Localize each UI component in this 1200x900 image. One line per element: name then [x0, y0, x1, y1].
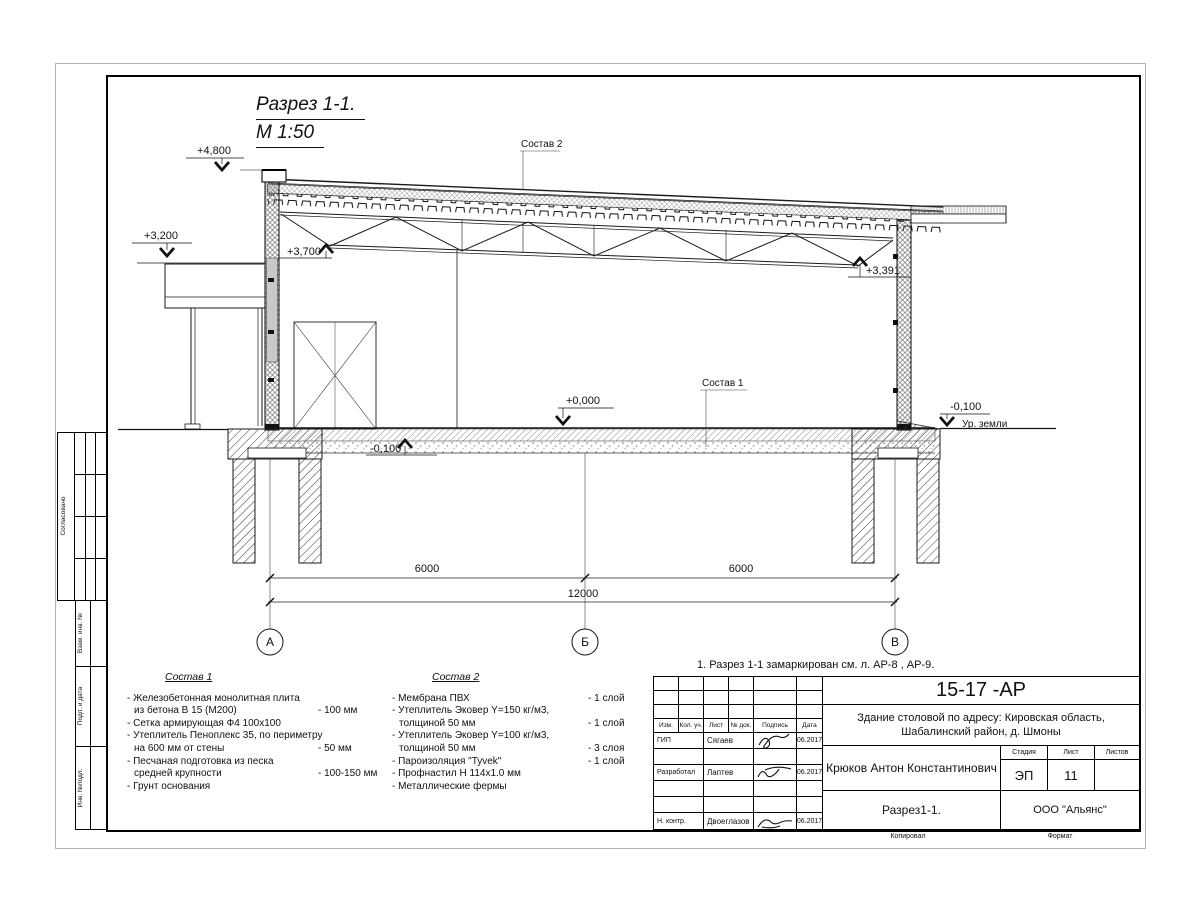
signature-icon	[755, 765, 795, 780]
side-divider	[90, 746, 91, 830]
side-inv-label: Инв. №подл.	[77, 768, 84, 808]
material-list-sostav2	[392, 671, 632, 793]
list-item: толщиной 50 мм - 3 слоя	[399, 742, 625, 754]
level-0000: +0,000	[566, 395, 600, 407]
stamp-cell-empty	[678, 676, 704, 691]
signature-icon	[755, 814, 795, 829]
stamp-stage-header: Стадия	[1000, 745, 1048, 760]
list-item: на 600 мм от стены - 50 мм	[134, 742, 352, 754]
stamp-cell-empty	[753, 780, 797, 797]
stamp-sheet-header: Лист	[1047, 745, 1095, 760]
list-item: - Песчаная подготовка из песка	[127, 755, 274, 767]
side-divider	[74, 558, 107, 559]
callout-sostav1: Состав 1	[702, 378, 744, 389]
stamp-header-ndok: № док.	[728, 718, 754, 733]
stamp-name-ncontr: Двоеглазов	[703, 812, 754, 830]
stamp-cell-empty	[728, 676, 754, 691]
side-podp-label: Подп. и дата	[77, 686, 84, 726]
drawing-title: Разрез 1-1.	[256, 92, 365, 120]
floor-concrete-layer	[268, 429, 935, 441]
project-line1: Здание столовой по адресу: Кировская область,	[857, 712, 1105, 724]
stamp-cell-empty	[753, 704, 797, 719]
dimensions	[257, 453, 908, 655]
stamp-cell-empty	[703, 704, 729, 719]
stamp-cell-empty	[653, 676, 679, 691]
stamp-copied-label: Копировал	[890, 833, 926, 840]
foundation-pier	[233, 459, 255, 563]
stamp-role-ncontr: Н. контр.	[653, 812, 704, 830]
stamp-sheets-value	[1094, 759, 1140, 791]
stamp-company: ООО "Альянс"	[1000, 790, 1140, 830]
stamp-cell-empty	[753, 796, 797, 813]
stamp-signature-gip	[753, 732, 797, 749]
stamp-cell-empty	[728, 704, 754, 719]
list-title: Состав 2	[432, 671, 480, 683]
dim-6000-left: 6000	[414, 563, 440, 575]
drawing-scale: М 1:50	[256, 120, 324, 148]
list-item: из бетона В 15 (М200) - 100 мм	[134, 705, 358, 717]
stamp-stage-value: ЭП	[1000, 759, 1048, 791]
list-item: средней крупности - 100-150 мм	[134, 768, 378, 780]
list-item: - Грунт основания	[127, 780, 211, 792]
stamp-cell-empty	[678, 690, 704, 705]
list-item: - Мембрана ПВХ - 1 слой	[392, 692, 625, 704]
stamp-header-data: Дата	[796, 718, 823, 733]
list-item: - Железобетонная монолитная плита	[127, 692, 300, 704]
list-item: - Пароизоляция "Tyvek" - 1 слой	[392, 755, 625, 767]
list-item: - Утеплитель Пеноплекс 35, по периметру	[127, 730, 323, 742]
stamp-name-gip: Сягаев	[703, 732, 754, 749]
stamp-name-dev: Лаптев	[703, 764, 754, 781]
signature-icon	[755, 733, 795, 748]
stamp-cell-empty	[796, 676, 823, 691]
stamp-cell-empty	[703, 690, 729, 705]
stamp-cell-empty	[653, 780, 704, 797]
callout-sostav2: Состав 2	[521, 139, 563, 150]
mark-3200	[132, 243, 192, 256]
stamp-cell-empty	[703, 676, 729, 691]
level-4800: +4,800	[197, 145, 231, 157]
stamp-signature-ncontr	[753, 812, 797, 830]
axis-label-a: А	[265, 635, 275, 649]
interior-gate	[294, 322, 376, 429]
stamp-sheet-value: 11	[1047, 759, 1095, 791]
side-agreed-label: Согласовано	[60, 496, 67, 536]
side-divider	[74, 474, 107, 475]
stamp-date-gip: 06.2017	[796, 732, 823, 749]
foundation-pier	[299, 459, 321, 563]
stamp-cell-empty	[653, 704, 679, 719]
right-cornice	[911, 206, 1006, 223]
stamp-sheets-header: Листов	[1094, 745, 1140, 760]
side-vzam-label: Взам. инв. №	[77, 612, 84, 654]
list-item: - Утеплитель Эковер Y=150 кг/м3,	[392, 705, 550, 717]
stamp-date-dev: 06.2017	[796, 764, 823, 781]
floor-sand-layer	[268, 441, 935, 453]
stamp-header-podpis: Подпись	[753, 718, 797, 733]
project-line2: Шабалинский район, д. Шмоны	[901, 726, 1061, 738]
stamp-cell-empty	[796, 796, 823, 813]
ground-level-label: Ур. земли	[962, 419, 1008, 430]
entrance-canopy	[137, 263, 265, 429]
foundation-pier	[852, 459, 874, 563]
list-item: толщиной 50 мм - 1 слой	[399, 717, 625, 729]
stamp-author: Крюков Антон Константинович	[822, 745, 1001, 791]
level-3391: +3,391	[866, 265, 900, 277]
left-parapet	[262, 170, 286, 182]
left-wall	[262, 170, 286, 430]
dim-6000-right: 6000	[728, 563, 754, 575]
side-divider	[90, 666, 91, 747]
level-m100-right: -0,100	[950, 401, 982, 413]
stamp-role-gip: ГИП	[653, 732, 704, 749]
dim-12000: 12000	[567, 588, 599, 600]
stamp-project-name	[822, 704, 1140, 746]
side-divider	[74, 516, 107, 517]
list-item: - Металлические фермы	[392, 780, 507, 792]
mark-0000	[556, 408, 614, 424]
stamp-cell-empty	[796, 748, 823, 765]
stamp-header-kol: Кол. уч.	[678, 718, 704, 733]
level-m100-left: -0,100	[370, 443, 402, 455]
list-title: Состав 1	[165, 671, 213, 683]
stamp-cell-empty	[728, 690, 754, 705]
stamp-header-izm: Изм.	[653, 718, 679, 733]
axis-label-b: Б	[581, 635, 589, 649]
drawing-note: 1. Разрез 1-1 замаркирован см. л. АР-8 , АР-9.	[697, 659, 935, 671]
floor-slab	[268, 428, 935, 453]
stamp-cell-empty	[753, 690, 797, 705]
stamp-cell-empty	[703, 748, 754, 765]
stamp-doc-code: 15-17 -АР	[822, 676, 1140, 705]
stamp-cell-empty	[796, 690, 823, 705]
list-item: - Сетка армирующая Ф4 100х100	[127, 717, 281, 729]
left-wall-glazing	[267, 258, 278, 362]
stamp-date-ncontr: 06.2017	[796, 812, 823, 830]
stamp-header-list: Лист	[703, 718, 729, 733]
callout-leaders	[520, 151, 747, 447]
stamp-cell-empty	[703, 796, 754, 813]
stamp-section-name: Разрез1-1.	[822, 790, 1001, 830]
stamp-cell-empty	[753, 748, 797, 765]
stamp-cell-empty	[796, 780, 823, 797]
axis-label-v: В	[890, 635, 900, 649]
stamp-role-dev: Разработал	[653, 764, 704, 781]
stamp-format-label: Формат	[1047, 833, 1073, 840]
material-list-sostav1	[127, 671, 377, 793]
stamp-cell-empty	[653, 796, 704, 813]
foundation-pier	[917, 459, 939, 563]
side-divider	[90, 600, 91, 667]
stamp-cell-empty	[678, 704, 704, 719]
stamp-cell-empty	[753, 676, 797, 691]
stamp-cell-empty	[653, 690, 679, 705]
list-item: - Утеплитель Эковер Y=100 кг/м3,	[392, 730, 550, 742]
level-3200: +3,200	[144, 230, 178, 242]
right-wall	[893, 220, 911, 430]
stamp-signature-dev	[753, 764, 797, 781]
level-3700: +3,700	[287, 246, 321, 258]
stamp-cell-empty	[703, 780, 754, 797]
stamp-cell-empty	[653, 748, 704, 765]
mark-4800	[186, 158, 263, 170]
list-item: - Профнастил Н 114х1.0 мм	[392, 768, 521, 780]
stamp-cell-empty	[796, 704, 823, 719]
roof-package	[267, 179, 943, 233]
